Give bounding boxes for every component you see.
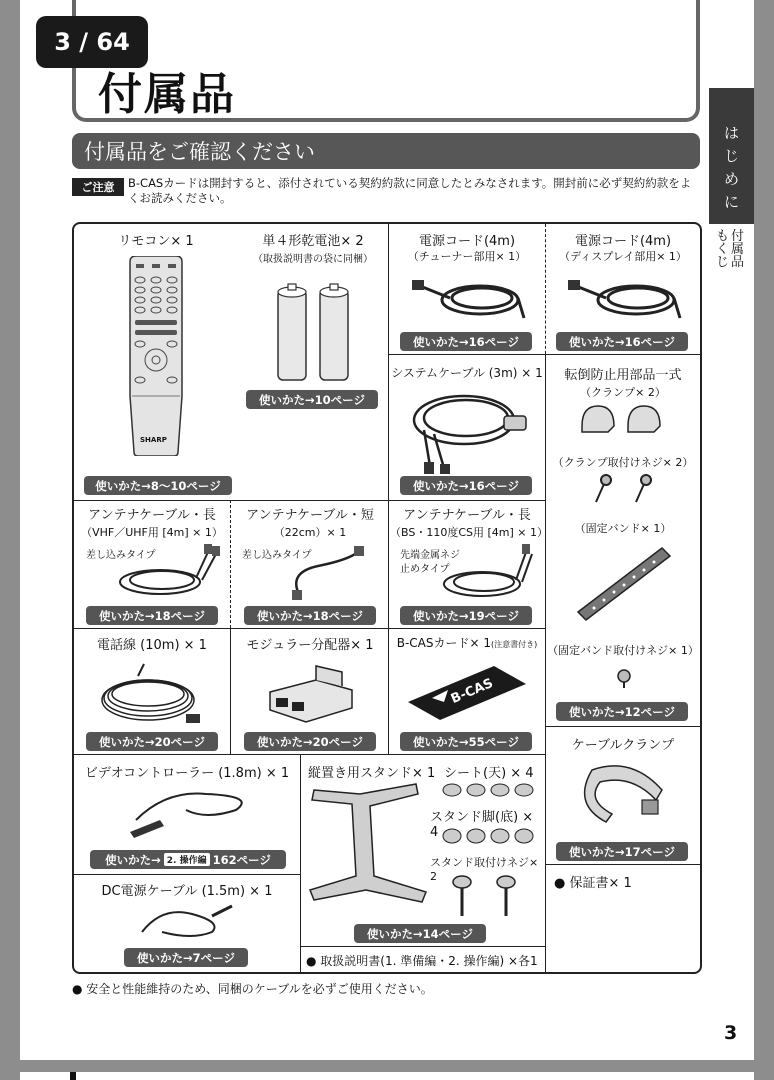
page-number: 3 [724,1022,738,1044]
item-system-cable [390,356,544,500]
antenna-cable-illustration [288,542,368,602]
ref-button[interactable]: 使いかた→8〜10ページ [84,476,232,495]
item-bcas-card [390,630,544,754]
item-power-cord-tuner [390,228,544,354]
ref-button[interactable]: 使いかた→20ページ [244,732,376,751]
item-title: 転倒防止用部品一式 [564,368,682,383]
item-note: （取扱説明書の袋に同梱） [253,254,373,265]
item-band: （固定バンド× 1） [574,522,672,535]
sheet-pads-illustration [442,782,538,798]
grid-line [545,864,546,972]
side-subnav[interactable] [706,230,754,280]
item-title: アンテナケーブル・短 [246,508,374,523]
item-title: 電源コード(4m) [574,234,672,249]
item-clamp-screw: （クランプ取付けネジ× 2） [552,456,694,469]
next-page-edge [20,1072,754,1080]
grid-line [300,754,301,972]
item-title: 縦置き用スタンド× 1 [308,766,436,781]
side-tab-char: め [723,170,739,188]
side-sub-fuzokuhin: 付 属 品 [731,229,745,270]
notice-text: B-CASカードは開封すると、添付されている契約約款に同意したとみなされます。開封前に必ず契約約款をよくお読みください。 [128,176,692,205]
item-subtitle: （VHF／UHF用 [4m] × 1） [81,526,223,539]
ref-button[interactable]: 使いかた→10ページ [246,390,378,409]
side-tab-char: は [723,124,739,142]
screw-icon [614,668,634,688]
item-title: DC電源ケーブル (1.5m) × 1 [101,884,273,899]
item-clamp: （クランプ× 2） [580,386,666,399]
item-title [390,634,544,651]
footnote: ● 安全と性能維持のため、同梱のケーブルを必ずご使用ください。 [72,982,433,996]
connector-type: 止めタイプ [400,564,450,575]
band-illustration [574,542,674,622]
grid-line [300,946,546,947]
item-subtitle: （チューナー部用× 1） [407,250,527,263]
item-subtitle: （22cm）× 1 [273,526,347,539]
item-modular-splitter [232,630,388,754]
ref-button[interactable]: 使いかた→18ページ [244,606,376,625]
item-phone-line [74,630,230,754]
stand-illustration [304,780,434,910]
item-title: ビデオコントローラー (1.8m) × 1 [84,766,290,781]
side-tab-hajimeni[interactable] [709,88,754,224]
connector-type: 差し込みタイプ [86,550,156,561]
grid-line [74,874,300,875]
ref-button[interactable]: 使いかた→16ページ [400,476,532,495]
antenna-cable-illustration [436,542,536,602]
item-stand [302,756,544,946]
title-box [72,0,700,122]
ref-button[interactable]: 使いかた→7ページ [124,948,248,967]
remote-brand: SHARP [140,436,167,444]
side-tab-char: に [723,193,739,211]
item-dc-cable [74,876,300,972]
item-antenna-long-bs [390,502,548,628]
ref-button[interactable]: 使いかた→16ページ [400,332,532,351]
system-cable-illustration [404,386,534,476]
grid-line [388,354,700,355]
ref-button[interactable]: 使いかた→16ページ [556,332,688,351]
screw-icon [446,874,536,918]
notice-tag: ご注意 [72,178,124,196]
item-title: リモコン× 1 [118,234,194,249]
power-cord-illustration [566,268,686,328]
ref-suffix: 162ページ [212,852,271,867]
splitter-illustration [266,662,356,726]
item-power-cord-display [546,228,700,354]
stand-screws: スタンド取付けネジ× 2 [430,856,539,883]
item-title: 単４形乾電池× 2 [262,234,364,249]
dc-cable-illustration [132,902,242,942]
power-cord-illustration [410,268,530,328]
grid-line [388,224,389,754]
item-title: アンテナケーブル・長 [403,508,531,523]
side-tab-char: じ [723,147,739,165]
item-subtitle: （ディスプレイ部用× 1） [559,250,687,263]
video-controller-illustration [126,780,256,840]
feet-pads-illustration [442,826,538,846]
ref-button[interactable]: 使いかた→14ページ [354,924,486,943]
ref-prefix: 使いかた→ [105,852,161,867]
ref-badge: 2. 操作編 [164,853,210,866]
item-manuals: ● 取扱説明書(1. 準備編・2. 操作編) ×各1 [306,954,538,968]
grid-line [230,500,231,628]
grid-line [74,754,546,755]
item-title: ケーブルクランプ [571,738,675,753]
item-warranty: ● 保証書× 1 [554,876,632,891]
grid-line [74,500,546,501]
ref-button[interactable]: 使いかた→55ページ [400,732,532,751]
ref-button[interactable]: 使いかた→12ページ [556,702,688,721]
bcas-card-text: B-CAS [448,675,496,708]
connector-type: 先端金属ネジ [400,550,460,561]
batteries-illustration [274,282,354,382]
item-title: アンテナケーブル・長 [88,508,216,523]
ref-button[interactable]: 使いかた→20ページ [86,732,218,751]
antenna-cable-illustration [110,542,220,600]
ref-button[interactable]: 使いかた→19ページ [400,606,532,625]
stand-sheet: シート(天) × 4 [444,766,534,781]
stand-feet: スタンド脚(底) × 4 [430,810,534,840]
section-heading: 付属品をご確認ください [72,133,700,169]
bcas-title: B-CASカード× 1 [396,636,492,650]
grid-line [230,628,231,754]
item-band-screw: （固定バンド取付けネジ× 1） [547,644,699,657]
page-title: 付属品 [98,69,236,120]
clamp-illustration [578,402,668,436]
phone-line-illustration [98,662,208,726]
screw-icon [586,474,666,504]
item-subtitle: （BS・110度CS用 [4m] × 1） [390,526,548,539]
grid-line [545,864,701,865]
ref-button[interactable]: 使いかた→18ページ [86,606,218,625]
cable-clamp-illustration [572,760,672,830]
item-remote [74,228,238,498]
item-title: 電話線 (10m) × 1 [97,638,207,653]
bcas-note: (注意書付き) [491,640,538,649]
item-title: システムケーブル (3m) × 1 [391,366,543,380]
item-antenna-short [232,502,388,628]
item-cable-clamp [546,728,700,864]
item-video-controller [74,756,300,874]
grid-line [74,628,546,629]
item-title: モジュラー分配器× 1 [246,638,374,653]
item-batteries [238,228,388,498]
item-antenna-long-vhf [74,502,230,628]
remote-illustration [126,256,186,456]
ref-button[interactable] [90,850,286,869]
item-antifall-kit [546,356,700,726]
ref-button[interactable]: 使いかた→17ページ [556,842,688,861]
grid-line [545,726,701,727]
page-indicator: 3 / 64 [36,16,148,68]
connector-type: 差し込みタイプ [242,550,312,561]
side-sub-mokuji: も く じ [715,229,729,270]
item-title: 電源コード(4m) [418,234,516,249]
